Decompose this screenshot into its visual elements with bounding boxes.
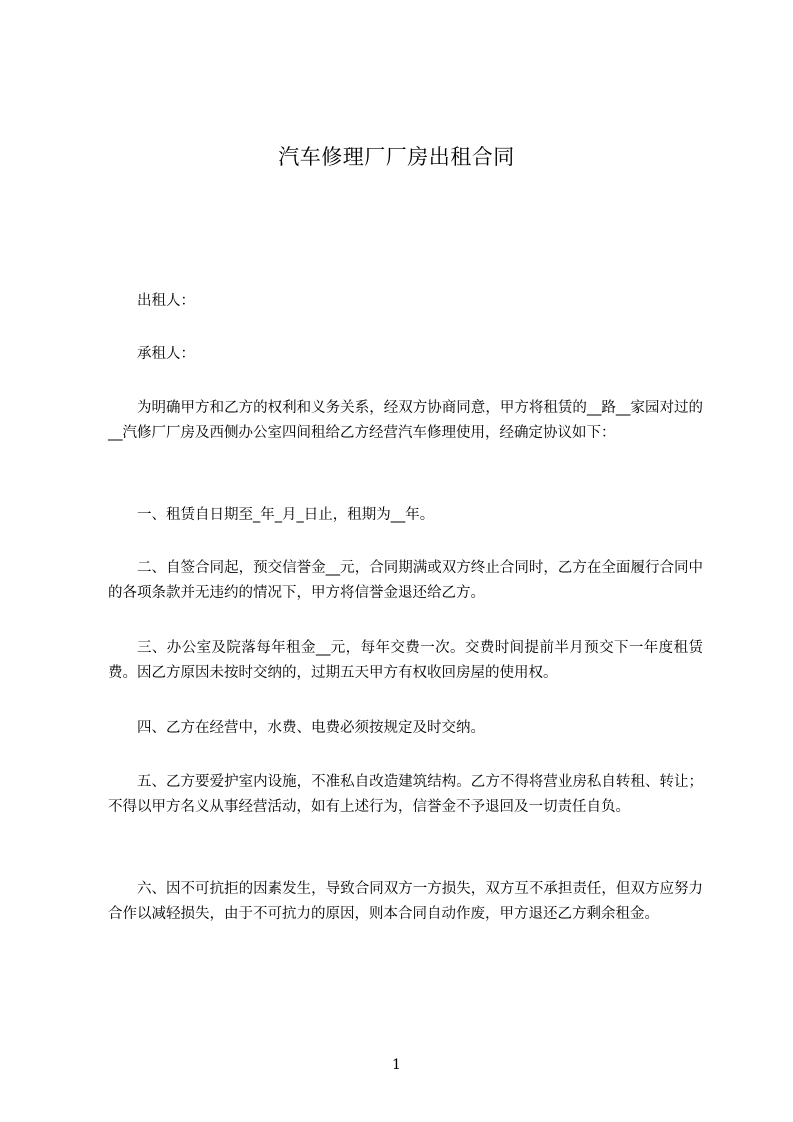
article-4: 四、乙方在经营中，水费、电费必须按规定及时交纳。: [137, 720, 485, 736]
lessee-line: 承租人：: [137, 346, 195, 362]
intro-paragraph: 为明确甲方和乙方的权利和义务关系，经双方协商同意，甲方将租赁的__路__家园对过的__汽修厂厂房及西侧办公室四间租给乙方经营汽车修理使用，经确定协议如下：: [108, 400, 703, 441]
article-2: 二、自签合同起，预交信誉金__元，合同期满或双方终止合同时，乙方在全面履行合同中的各项条款并无违约的情况下，甲方将信誉金退还给乙方。: [108, 560, 703, 601]
lessor-line: 出租人：: [137, 293, 195, 309]
article-3: 三、办公室及院落每年租金__元，每年交费一次。交费时间提前半月预交下一年度租赁费。因乙方原因未按时交纳的，过期五天甲方有权收回房屋的使用权。: [108, 640, 703, 681]
document-title: 汽车修理厂厂房出租合同: [278, 145, 515, 169]
page-number: 1: [392, 1057, 401, 1073]
article-6: 六、因不可抗拒的因素发生，导致合同双方一方损失，双方互不承担责任，但双方应努力合作以减轻损失，由于不可抗力的原因，则本合同自动作废，甲方退还乙方剩余租金。: [108, 881, 703, 922]
article-5: 五、乙方要爱护室内设施，不准私自改造建筑结构。乙方不得将营业房私自转租、转让；不得以甲方名义从事经营活动，如有上述行为，信誉金不予退回及一切责任自负。: [108, 774, 703, 815]
article-1: 一、租赁自日期至_年_月_日止，租期为__年。: [137, 507, 435, 523]
